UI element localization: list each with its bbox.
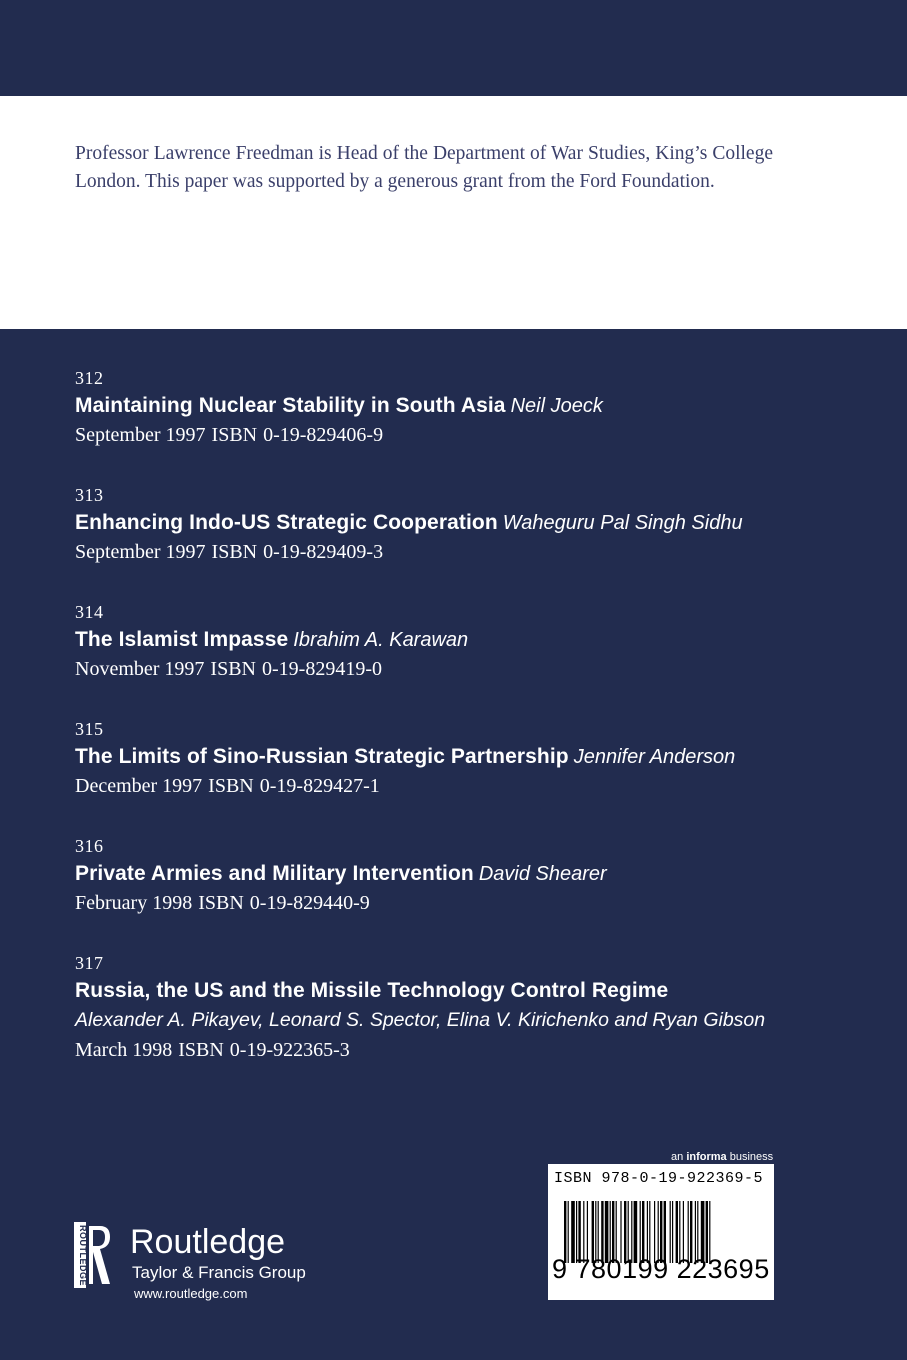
logo-vertical-wordmark: ROUTLEDGE (78, 1225, 88, 1287)
series-entry-316 (75, 834, 865, 951)
isbn-barcode (548, 1164, 774, 1300)
barcode-digits: 9 780199 223695 (552, 1254, 770, 1284)
entry-authors: Alexander A. Pikayev, Leonard S. Spector, Elina V. Kirichenko and Ryan Gibson (75, 1009, 766, 1031)
entry-publication (75, 537, 865, 567)
entry-number: 313 (75, 485, 104, 505)
entry-author: David Shearer (478, 863, 607, 885)
entry-author: Ibrahim A. Karawan (293, 629, 469, 651)
informa-prefix: an (671, 1151, 684, 1163)
entry-publication (75, 420, 865, 450)
entry-isbn: 0-19-922365-3 (229, 1039, 350, 1061)
entry-number: 312 (75, 368, 104, 388)
entry-date: September 1997 (75, 541, 206, 563)
entry-title: Private Armies and Military Intervention (75, 862, 474, 885)
entry-title-line (75, 741, 865, 771)
isbn-label: ISBN (178, 1039, 224, 1061)
entry-isbn: 0-19-829406-9 (263, 424, 384, 446)
series-entry-317 (75, 951, 865, 1068)
series-entry-315 (75, 717, 865, 834)
series-entry-312 (75, 366, 865, 483)
publisher-group: Taylor & Francis Group (132, 1263, 306, 1282)
entry-title: The Islamist Impasse (75, 628, 289, 651)
author-bio-panel (0, 96, 907, 329)
publisher-name: Routledge (130, 1223, 286, 1261)
entry-title-line (75, 975, 865, 1005)
entry-isbn: 0-19-829440-9 (249, 892, 370, 914)
entry-title: Maintaining Nuclear Stability in South Asia (75, 394, 506, 417)
entry-isbn: 0-19-829427-1 (259, 775, 380, 797)
author-bio-text: Professor Lawrence Freedman is Head of the Department of War Studies, King’s College London. This paper was supported by a generous grant from the Ford Foundation. (75, 143, 773, 192)
entry-number: 316 (75, 836, 104, 856)
entry-publication (75, 888, 865, 918)
entry-title-line (75, 624, 865, 654)
informa-brand: informa (686, 1151, 727, 1163)
entry-author: Waheguru Pal Singh Sidhu (502, 512, 743, 534)
entry-title: Russia, the US and the Missile Technology Control Regime (75, 979, 669, 1002)
entry-title-line (75, 390, 865, 420)
isbn-label: ISBN (211, 424, 258, 446)
entry-number: 314 (75, 602, 104, 622)
top-color-band (0, 0, 907, 96)
isbn-label: ISBN (198, 892, 244, 914)
entry-number: 315 (75, 719, 104, 739)
isbn-label: ISBN (211, 541, 258, 563)
entry-title: The Limits of Sino-Russian Strategic Partnership (75, 745, 569, 768)
entry-date: March 1998 (75, 1039, 173, 1061)
entry-date: November 1997 (75, 658, 205, 680)
informa-suffix: business (729, 1151, 774, 1163)
entry-isbn: 0-19-829419-0 (262, 658, 382, 680)
entry-title: Enhancing Indo-US Strategic Cooperation (75, 511, 498, 534)
entry-publication (75, 654, 865, 684)
entry-date: February 1998 (75, 892, 193, 914)
routledge-r-mark-icon (74, 1222, 112, 1288)
entry-author: Neil Joeck (510, 395, 603, 417)
entry-author: Jennifer Anderson (573, 746, 736, 768)
isbn-label: ISBN (210, 658, 256, 680)
isbn-label: ISBN (208, 775, 254, 797)
series-list (75, 366, 865, 1068)
entry-number: 317 (75, 953, 104, 973)
informa-tagline (671, 1150, 773, 1164)
entry-isbn: 0-19-829409-3 (263, 541, 384, 563)
publisher-url: www.routledge.com (134, 1286, 248, 1301)
routledge-logo (74, 1222, 314, 1302)
entry-publication (75, 1035, 865, 1065)
entry-date: September 1997 (75, 424, 206, 446)
entry-title-line (75, 858, 865, 888)
entry-publication (75, 771, 865, 801)
series-entry-313 (75, 483, 865, 600)
entry-title-line (75, 507, 865, 537)
barcode-isbn-text: ISBN 978-0-19-922369-5 (554, 1170, 764, 1187)
series-entry-314 (75, 600, 865, 717)
entry-date: December 1997 (75, 775, 203, 797)
